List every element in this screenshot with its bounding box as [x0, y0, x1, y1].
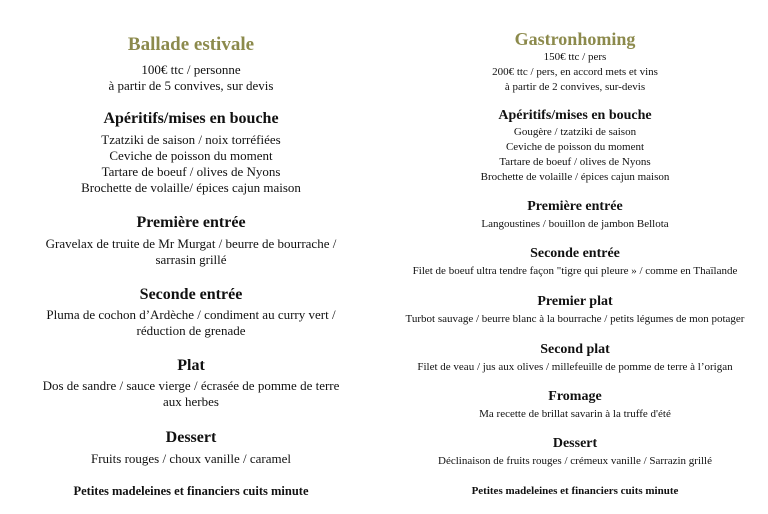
price-line: 200€ ttc / pers, en accord mets et vins	[492, 66, 658, 78]
menu-item: réduction de grenade	[136, 323, 246, 338]
menu-item: Ceviche de poisson du moment	[505, 141, 645, 153]
section-heading: Apéritifs/mises en bouche	[103, 110, 279, 127]
menu-item: Ma recette de brillat savarin à la truffe d'été	[479, 408, 671, 420]
menu-title: Ballade estivale	[127, 34, 255, 55]
menu-item: Filet de veau / jus aux olives / millefeuille de pomme de terre à l’origan	[417, 361, 733, 373]
menu-item: Langoustines / bouillon de jambon Bellota	[481, 218, 669, 230]
menu-item: Filet de boeuf ultra tendre façon "tigre qui pleure » / comme en Thaïlande	[412, 265, 738, 277]
section-heading: Première entrée	[527, 199, 623, 214]
menu-item: Pluma de cochon d’Ardèche / condiment au curry vert /	[46, 307, 336, 322]
section-heading: Apéritifs/mises en bouche	[498, 108, 652, 123]
price-line: 150€ ttc / pers	[543, 51, 607, 63]
menu-item: aux herbes	[163, 394, 219, 409]
menu-item: Brochette de volaille/ épices cajun maison	[81, 180, 301, 195]
price-line: à partir de 5 convives, sur devis	[108, 78, 274, 93]
section-heading: Premier plat	[537, 294, 613, 309]
menu-item: Déclinaison de fruits rouges / crémeux vanille / Sarrazin grillé	[438, 455, 712, 467]
menu-item: Tartare de boeuf / olives de Nyons	[101, 164, 281, 179]
menu-footer: Petites madeleines et financiers cuits minute	[471, 485, 679, 497]
section-heading: Seconde entrée	[139, 286, 243, 303]
menu-footer: Petites madeleines et financiers cuits minute	[73, 484, 309, 498]
section-heading: Première entrée	[136, 214, 246, 231]
menu-item: Tzatziki de saison / noix torréfiées	[101, 132, 281, 147]
menu-title: Gastronhoming	[514, 29, 636, 49]
section-heading: Seconde entrée	[530, 246, 620, 261]
section-heading: Dessert	[552, 436, 598, 451]
price-line: 100€ ttc / personne	[141, 62, 241, 77]
menu-item: Gougère / tzatziki de saison	[513, 126, 637, 138]
section-heading: Fromage	[548, 389, 602, 404]
menu-item: sarrasin grillé	[155, 252, 227, 267]
menu-item: Ceviche de poisson du moment	[109, 148, 273, 163]
section-heading: Second plat	[540, 342, 610, 357]
menu-item: Gravelax de truite de Mr Murgat / beurre de bourrache /	[45, 236, 337, 251]
menu-item: Dos de sandre / sauce vierge / écrasée de pomme de terre	[42, 378, 340, 393]
menu-item: Tartare de boeuf / olives de Nyons	[499, 156, 651, 168]
section-heading: Dessert	[165, 429, 217, 446]
menu-item: Turbot sauvage / beurre blanc à la bourrache / petits légumes de mon potager	[405, 313, 745, 325]
menu-item: Fruits rouges / choux vanille / caramel	[90, 451, 291, 466]
section-heading: Plat	[177, 357, 205, 374]
menu-item: Brochette de volaille / épices cajun maison	[480, 171, 670, 183]
price-line: à partir de 2 convives, sur-devis	[504, 81, 646, 93]
